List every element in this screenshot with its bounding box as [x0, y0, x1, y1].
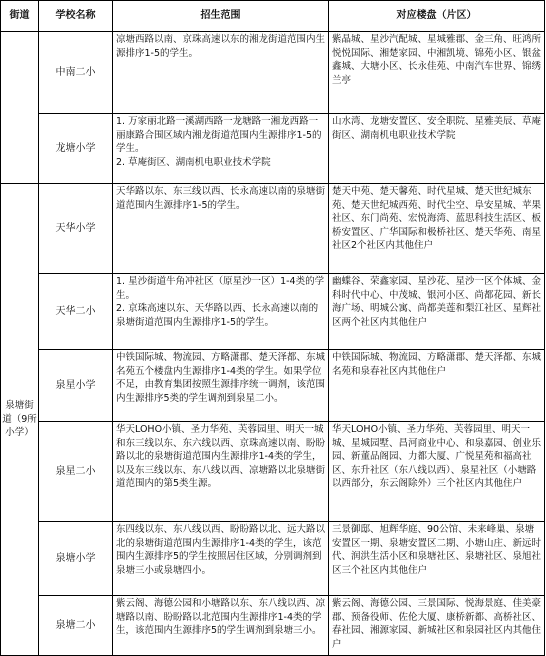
- school-name: 中南二小: [39, 32, 113, 114]
- header-scope: 招生范围: [113, 1, 329, 32]
- scope-line: 东四线以东、东八线以西、盼盼路以北、远大路以北的泉塘街道范围内生源排序1-4类的学生，该范围内生源排序5的学生按照居住区域，分别调剂到泉塘三小或泉塘四小。: [116, 524, 326, 576]
- estates-cell: 幽蝶谷、荣鑫家园、星沙花、星沙一区个体城、金科时代中心、中茂城、银河小区、尚都花园、新长海广场、明城公寓、尚都美莲和梨江社区、星辉社区两个社区内其他住户: [329, 274, 545, 350]
- school-name: 泉塘小学: [39, 522, 113, 596]
- header-school: 学校名称: [39, 1, 113, 32]
- school-name: 天华小学: [39, 184, 113, 274]
- scope-line: 天华路以东、东三线以西、长永高速以南的泉塘街道范围内生源排序1-5的学生。: [116, 186, 326, 211]
- scope-line: 紫云阁、海德公园和小塘路以东、东八线以西、凉塘路以南、盼盼路以北范围内生源排序1-4类的学生，该范围内生源排序5的学生调剂到泉塘三小。: [116, 598, 326, 637]
- admission-scope: [113, 114, 329, 184]
- school-name: 泉星小学: [39, 350, 113, 422]
- table-row: [1, 114, 545, 184]
- school-name: 天华二小: [39, 274, 113, 350]
- table-row: [1, 274, 545, 350]
- admission-scope: [113, 422, 329, 522]
- admission-scope: [113, 522, 329, 596]
- scope-line: 1. 星沙街道牛角冲社区（原星沙一区）1-4类的学生。: [116, 276, 325, 301]
- admission-scope: [113, 32, 329, 114]
- school-name: 泉塘二小: [39, 596, 113, 656]
- scope-line: 2. 京珠高速以东、天华路以西、长永高速以南的泉塘街道范围内生源排序1-5的学生。: [116, 303, 319, 328]
- header-estates: 对应楼盘（片区）: [329, 1, 545, 32]
- estates-cell: 紫晶城、星沙汽配城、星城雅郡、金三角、旺鸿所悦悦国际、湘楚家园、中湘凯境、锦苑小区、银盆鑫城、大塘小区、长永佳苑、中南汽车世界、锦绣兰亭: [329, 32, 545, 114]
- admission-scope: [113, 184, 329, 274]
- estates-cell: 楚天中苑、楚天馨苑、时代星城、楚天世纪城东苑、楚天世纪城西苑、时代尘空、阜安星城、苹果社区、东门尚苑、宏悦海湾、蓝思科技生活区、板桥安置区、广华国际和极桥社区、楚天华苑、南星社区2个社区内其他住户: [329, 184, 545, 274]
- table-row: [1, 350, 545, 422]
- admission-scope: [113, 350, 329, 422]
- scope-line: 中铁国际城、物流园、方略潇郡、楚天泽都、东城名苑五个楼盘内生源排序1-4类的学生。如果学位不足，由教育集团按照生源排序统一调剂，该范围内生源排序5类的学生调剂到泉星二小。: [116, 352, 326, 404]
- table-row: [1, 596, 545, 656]
- street-cell-quantang: 泉塘街道（9所小学）: [1, 184, 39, 656]
- table-row: [1, 522, 545, 596]
- estates-cell: 三景御邸、旭辉华庭、90公馆、未来峰巢、泉塘安置区一期、泉塘安置区二期、小塘山庄、新远时代、润洪生活小区和泉塘社区、泉塘社区、泉旭社区三个社区内其他住户: [329, 522, 545, 596]
- header-row: [1, 1, 545, 32]
- school-name: 龙塘小学: [39, 114, 113, 184]
- scope-line: 华天LOHO小镇、圣力华苑、芙蓉园里、明天一城和东三线以东、东六线以西、京珠高速以南、盼盼路以北的泉塘街道范围内生源排序1-4类的学生，以及东三线以东、东八线以西、凉塘路以北泉塘街道范围内的第5类生源。: [116, 424, 326, 490]
- scope-line: 凉塘西路以南、京珠高速以东的湘龙街道范围内生源排序1-5的学生。: [116, 34, 326, 59]
- street-cell-xianglong: [1, 32, 39, 184]
- table-row: [1, 422, 545, 522]
- scope-line: 2. 草庵街区、湖南机电职业技术学院: [116, 156, 271, 168]
- admission-scope: [113, 596, 329, 656]
- scope-line: 1. 万家丽北路一溪湖西路一龙塘路一湘龙西路一丽康路合围区域内湘龙街道范围内生源排序1-5的学生。: [116, 116, 322, 155]
- estates-cell: 中铁国际城、物流园、方略潇郡、楚天泽都、东城名苑和泉春社区内其他住户: [329, 350, 545, 422]
- table-row: [1, 184, 545, 274]
- school-name: 泉星二小: [39, 422, 113, 522]
- table-row: [1, 32, 545, 114]
- estates-cell: 华天LOHO小镇、圣力华苑、芙蓉园里、明天一城、星城园墅、昌河商业中心、和泉嘉园、创业乐园、新董品阁园、力都大厦、广悦星苑和福高社区、东升社区（东八线以西）、泉星社区（小塘路以西部分，东云阁除外）三个社区内其他住户: [329, 422, 545, 522]
- header-street: 街道: [1, 1, 39, 32]
- admission-scope: [113, 274, 329, 350]
- estates-cell: 紫云阁、海德公园、三景国际、悦海景庭、佳美豪郡、预备役师、佐伦大厦、康桥新都、高桥社区、春社园、湘源家园、新城社区和泉园社区内其他住户: [329, 596, 545, 656]
- estates-cell: 山水湾、龙塘安置区、安全职院、星雅美辰、草庵街区、湖南机电职业技术学院: [329, 114, 545, 184]
